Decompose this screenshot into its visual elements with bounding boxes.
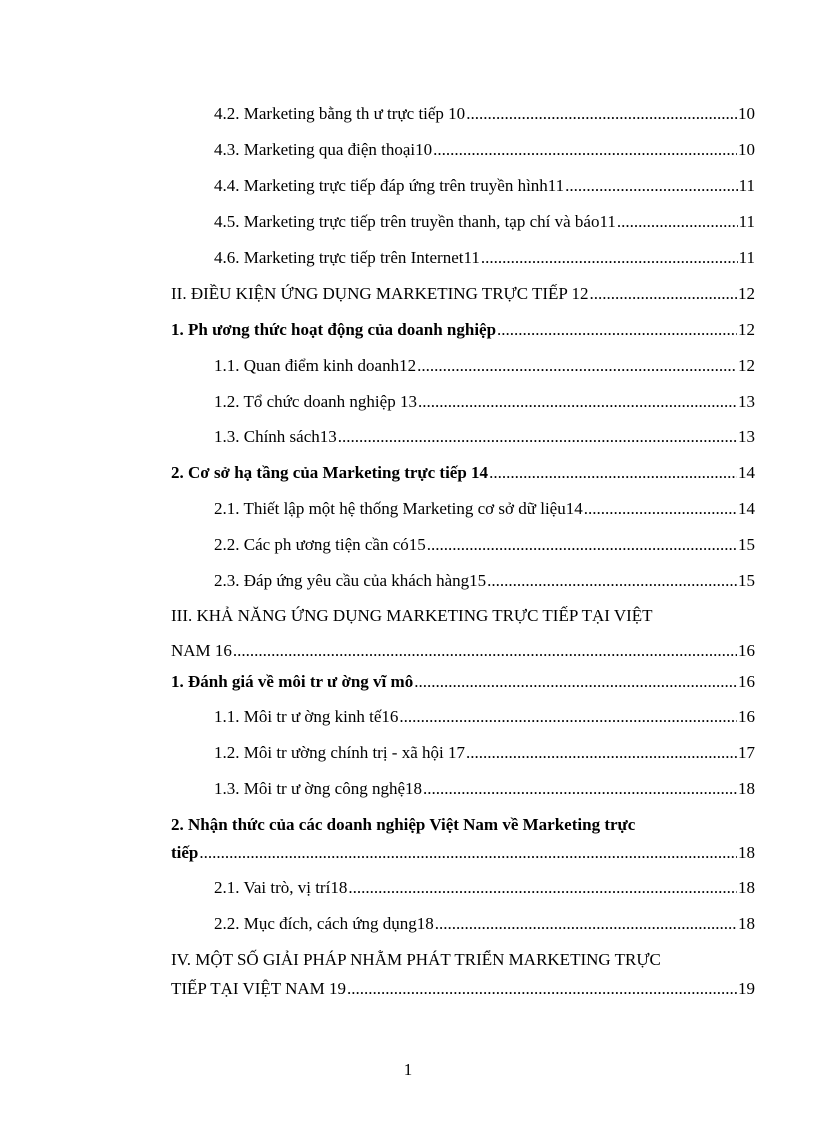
toc-leader-dots xyxy=(417,356,737,376)
toc-entry-title-line2: TIẾP TẠI VIỆT NAM 19 xyxy=(171,979,347,998)
toc-leader-dots xyxy=(466,104,737,124)
toc-entry-page: 11 xyxy=(738,212,755,231)
toc-entry-title: 2.2. Mục đích, cách ứng dụng18 xyxy=(214,914,434,933)
toc-entry-page: 15 xyxy=(738,571,755,590)
toc-leader-dots xyxy=(348,878,737,898)
toc-entry xyxy=(214,104,755,124)
toc-entry-title: 2.3. Đáp ứng yêu cầu của khách hàng15 xyxy=(214,571,487,590)
toc-leader-dots xyxy=(565,176,737,196)
toc-entry xyxy=(214,878,755,898)
toc-entry xyxy=(214,707,755,727)
toc-entry-page: 19 xyxy=(738,979,755,998)
toc-entry-page: 15 xyxy=(738,535,755,554)
toc-leader-dots xyxy=(427,535,737,555)
toc-entry-title: 1.1. Môi tr ư ờng kinh tế16 xyxy=(214,707,399,726)
toc-entry xyxy=(171,979,755,999)
toc-entry-title: 4.6. Marketing trực tiếp trên Internet11 xyxy=(214,248,480,267)
toc-leader-dots xyxy=(435,914,737,934)
toc-entry-title: 4.3. Marketing qua điện thoại10 xyxy=(214,140,433,159)
toc-entry-page: 12 xyxy=(738,284,755,303)
toc-leader-dots xyxy=(399,707,737,727)
toc-entry-title: 2. Cơ sở hạ tầng của Marketing trực tiếp 14 xyxy=(171,463,489,482)
toc-entry xyxy=(214,499,755,519)
toc-leader-dots xyxy=(347,979,737,999)
toc-entry-title: 1.2. Tổ chức doanh nghiệp 13 xyxy=(214,392,417,411)
toc-entry-title: 1.1. Quan điểm kinh doanh12 xyxy=(214,356,417,375)
toc-entry-page: 13 xyxy=(738,427,755,446)
toc-entry-page: 18 xyxy=(738,779,755,798)
toc-entry-page: 10 xyxy=(738,104,755,123)
toc-entry-page: 12 xyxy=(738,320,755,339)
toc-entry-title-line1: III. KHẢ NĂNG ỨNG DỤNG MARKETING TRỰC TIẾP TẠI VIỆT xyxy=(171,606,653,625)
toc-leader-dots xyxy=(414,672,737,692)
toc-entry-page: 11 xyxy=(738,248,755,267)
toc-entry xyxy=(214,176,755,196)
toc-leader-dots xyxy=(497,320,737,340)
toc-entry xyxy=(214,392,755,412)
toc-entry-page: 13 xyxy=(738,392,755,411)
toc-entry xyxy=(214,571,755,591)
toc-entry-page: 14 xyxy=(738,463,755,482)
toc-entry-title: 4.4. Marketing trực tiếp đáp ứng trên truyền hình11 xyxy=(214,176,565,195)
toc-entry-page: 16 xyxy=(738,707,755,726)
toc-leader-dots xyxy=(433,140,737,160)
toc-entry-page: 16 xyxy=(738,672,755,691)
toc-entry xyxy=(171,284,755,304)
toc-entry-title-line2: tiếp xyxy=(171,843,199,862)
toc-entry xyxy=(171,463,755,483)
toc-leader-dots xyxy=(418,392,737,412)
toc-entry xyxy=(171,843,755,863)
toc-entry-page: 16 xyxy=(738,641,755,660)
toc-entry-title-line1: 2. Nhận thức của các doanh nghiệp Việt Nam về Marketing trực xyxy=(171,815,636,834)
toc-entry xyxy=(214,248,755,268)
toc-entry xyxy=(214,779,755,799)
toc-entry-title: 1. Ph ương thức hoạt động của doanh nghiệp xyxy=(171,320,497,339)
toc-entry-page: 18 xyxy=(738,878,755,897)
toc-leader-dots xyxy=(481,248,738,268)
toc-leader-dots xyxy=(489,463,737,483)
toc-entry xyxy=(171,672,755,692)
toc-leader-dots xyxy=(338,427,737,447)
toc-entry xyxy=(214,535,755,555)
toc-entry xyxy=(214,356,755,376)
toc-entry-page: 12 xyxy=(738,356,755,375)
toc-leader-dots xyxy=(233,641,737,661)
toc-entry xyxy=(214,140,755,160)
toc-leader-dots xyxy=(584,499,737,519)
toc-entry-title-line1: IV. MỘT SỐ GIẢI PHÁP NHẰM PHÁT TRIỂN MARKETING TRỰC xyxy=(171,950,661,969)
toc-entry-title: 2.2. Các ph ương tiện cần có15 xyxy=(214,535,426,554)
toc-entry-page: 14 xyxy=(738,499,755,518)
toc-leader-dots xyxy=(466,743,737,763)
toc-entry-page: 11 xyxy=(738,176,755,195)
toc-entry xyxy=(214,743,755,763)
toc-entry-title: 1.3. Môi tr ư ờng công nghệ18 xyxy=(214,779,423,798)
toc-entry-title: 4.5. Marketing trực tiếp trên truyền thanh, tạp chí và báo11 xyxy=(214,212,616,231)
toc-entry xyxy=(214,427,755,447)
toc-leader-dots xyxy=(590,284,737,304)
toc-entry-title: 1.2. Môi tr ường chính trị - xã hội 17 xyxy=(214,743,465,762)
toc-leader-dots xyxy=(423,779,737,799)
toc-entry-title: II. ĐIỀU KIỆN ỨNG DỤNG MARKETING TRỰC TIẾP 12 xyxy=(171,284,589,303)
toc-entry-title: 2.1. Vai trò, vị trí18 xyxy=(214,878,348,897)
toc-entry xyxy=(214,914,755,934)
page-number: 1 xyxy=(403,1060,413,1079)
toc-entry-title: 1. Đánh giá về môi tr ư ờng vĩ mô xyxy=(171,672,414,691)
toc-entry-page: 10 xyxy=(738,140,755,159)
toc-entry xyxy=(171,320,755,340)
toc-entry-title-line2: NAM 16 xyxy=(171,641,232,660)
toc-entry-page: 17 xyxy=(738,743,755,762)
toc-entry-title: 2.1. Thiết lập một hệ thống Marketing cơ sở dữ liệu14 xyxy=(214,499,583,518)
toc-entry-page: 18 xyxy=(738,914,755,933)
toc-entry-title: 1.3. Chính sách13 xyxy=(214,427,337,446)
toc-entry xyxy=(171,641,755,661)
toc-leader-dots xyxy=(617,212,738,232)
toc-entry-title: 4.2. Marketing bằng th ư trực tiếp 10 xyxy=(214,104,466,123)
toc-entry xyxy=(214,212,755,232)
toc-leader-dots xyxy=(487,571,737,591)
toc-entry-page: 18 xyxy=(738,843,755,862)
toc-leader-dots xyxy=(199,843,737,863)
